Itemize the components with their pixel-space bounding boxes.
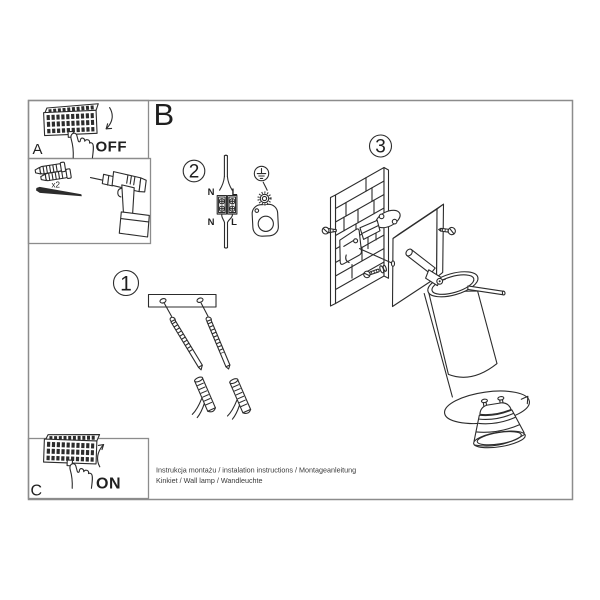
- wire-l-top-label: L: [231, 187, 238, 198]
- panel-a-action-label: OFF: [95, 138, 127, 156]
- step-1-mounting: [114, 271, 251, 420]
- step-3-number: 3: [375, 136, 386, 158]
- dowel-count-label: x2: [51, 180, 60, 190]
- step-3-assembly: [322, 135, 531, 451]
- screw-icon: [205, 316, 230, 369]
- drill-icon: [91, 172, 150, 237]
- panel-a-power-off: [33, 104, 128, 158]
- wire-n-top-label: N: [207, 187, 215, 198]
- wire-l-bottom-label: L: [231, 216, 237, 228]
- arrow-down-icon: [106, 108, 112, 129]
- gu10-bulb-icon: [467, 394, 526, 451]
- footer-line-2: Kinkiet / Wall lamp / Wandleuchte: [156, 476, 263, 485]
- terminal-block-icon: [217, 155, 237, 248]
- step-2-number: 2: [188, 161, 200, 183]
- tools-panel: [35, 161, 150, 237]
- wall-plug-icon: [192, 376, 215, 418]
- panel-a-label: A: [32, 141, 43, 158]
- panel-c-action-label: ON: [96, 475, 121, 493]
- fuse-box-icon: [43, 433, 99, 467]
- cable-clamp-icon: [252, 182, 279, 236]
- footer-line-1: Instrukcja montażu / instalation instructions / Montageanleitung: [156, 465, 357, 475]
- mounting-bracket-icon: [149, 295, 217, 308]
- screw-icon: [169, 316, 202, 370]
- arrow-up-icon: [98, 445, 104, 467]
- panel-c-label: C: [30, 482, 43, 500]
- fuse-box-icon: [43, 104, 99, 139]
- footer: [156, 466, 356, 486]
- wire-n-bottom-label: N: [207, 216, 215, 228]
- step-1-number: 1: [120, 272, 132, 296]
- ground-symbol-icon: [254, 166, 268, 180]
- wall-plug-icon: [228, 378, 251, 420]
- hand-icon: [70, 464, 92, 489]
- step-2-wiring: [183, 155, 279, 248]
- hand-icon: [71, 133, 93, 158]
- section-b-title: B: [153, 97, 175, 132]
- panel-c-power-on: [31, 433, 122, 500]
